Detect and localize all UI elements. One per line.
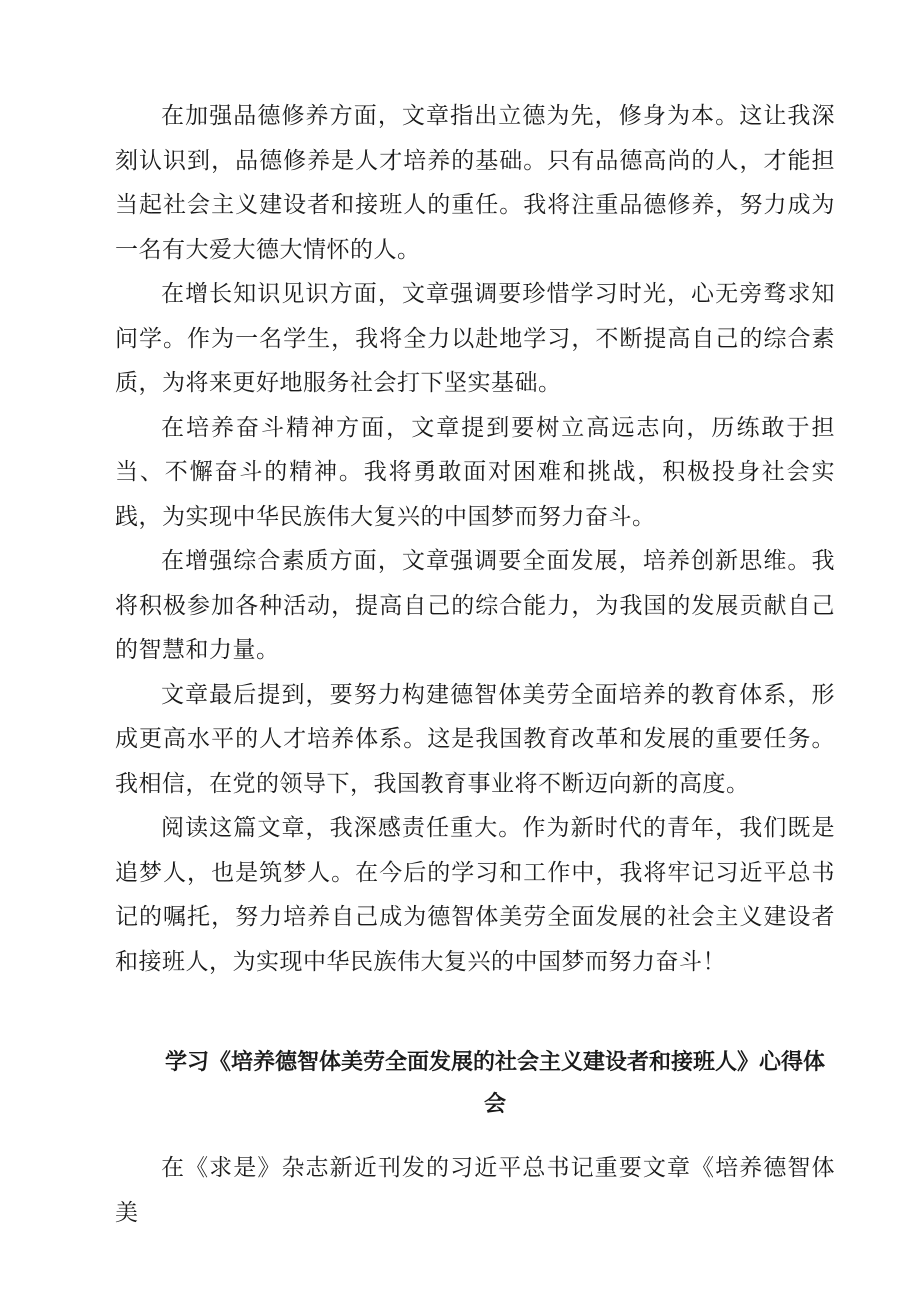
paragraph-striving-spirit: 在培养奋斗精神方面，文章提到要树立高远志向，历练敢于担当、不懈奋斗的精神。我将勇敢面对困难和挑战，积极投身社会实践，为实现中华民族伟大复兴的中国梦而努力奋斗。	[115, 414, 835, 530]
paragraph-intro: 在《求是》杂志新近刊发的习近平总书记重要文章《培养德智体美	[115, 1155, 835, 1226]
paragraph-moral-cultivation: 在加强品德修养方面，文章指出立德为先，修身为本。这让我深刻认识到，品德修养是人才培养的基础。只有品德高尚的人，才能担当起社会主义建设者和接班人的重任。我将注重品德修养，努力成为一名有大爱大德大情怀的人。	[115, 103, 835, 263]
document-page	[115, 94, 835, 1235]
paragraph-conclusion: 阅读这篇文章，我深感责任重大。作为新时代的青年，我们既是追梦人，也是筑梦人。在今后的学习和工作中，我将牢记习近平总书记的嘱托，努力培养自己成为德智体美劳全面发展的社会主义建设者和接班人，为实现中华民族伟大复兴的中国梦而努力奋斗！	[115, 815, 835, 975]
section-heading: 学习《培养德智体美劳全面发展的社会主义建设者和接班人》心得体会	[164, 1050, 825, 1117]
paragraph-education-system: 文章最后提到，要努力构建德智体美劳全面培养的教育体系，形成更高水平的人才培养体系。这是我国教育改革和发展的重要任务。我相信，在党的领导下，我国教育事业将不断迈向新的高度。	[115, 681, 835, 797]
paragraph-comprehensive-quality: 在增强综合素质方面，文章强调要全面发展，培养创新思维。我将积极参加各种活动，提高自己的综合能力，为我国的发展贡献自己的智慧和力量。	[115, 548, 835, 663]
paragraph-knowledge: 在增长知识见识方面，文章强调要珍惜学习时光，心无旁骛求知问学。作为一名学生，我将全力以赴地学习，不断提高自己的综合素质，为将来更好地服务社会打下坚实基础。	[115, 281, 835, 396]
